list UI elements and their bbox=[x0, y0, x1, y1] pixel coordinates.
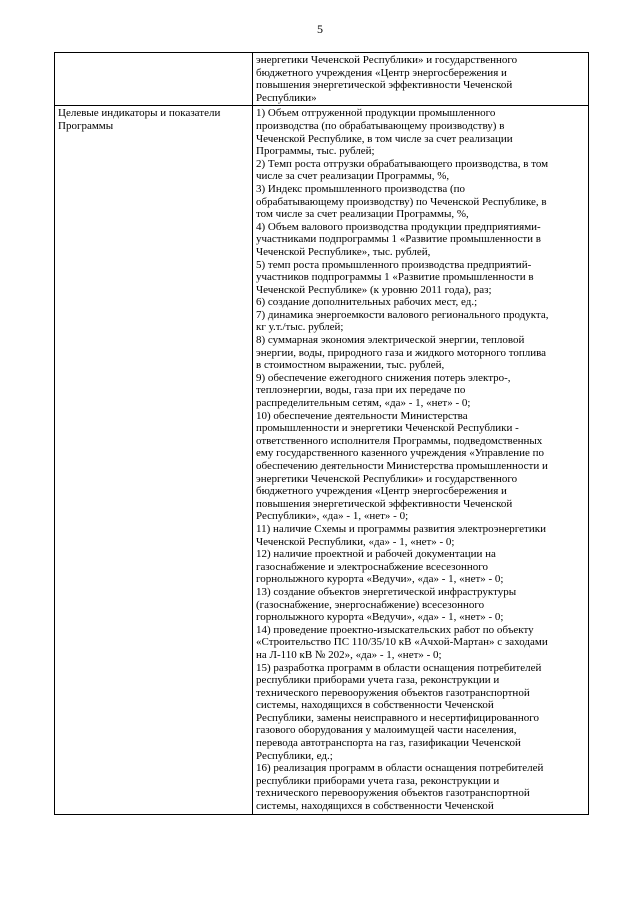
indicator-text-line: числе за счет реализации Программы, %, bbox=[256, 170, 450, 183]
row-label-line: Программы bbox=[58, 119, 114, 132]
indicator-text-line: 6) создание дополнительных рабочих мест, ед.; bbox=[256, 296, 478, 309]
indicator-text-line: 16) реализация программ в области оснащения потребителей bbox=[256, 762, 544, 775]
row-label-line: Целевые индикаторы и показатели bbox=[58, 107, 221, 120]
indicator-text-line: производства (по обрабатывающему производству) в bbox=[256, 119, 505, 132]
cell-text-line: повышения энергетической эффективности Чеченской bbox=[256, 79, 513, 92]
indicator-text-line: энергии, воды, природного газа и жидкого моторного топлива bbox=[256, 346, 547, 359]
indicator-text-line: 7) динамика энергоемкости валового регионального продукта, bbox=[256, 308, 549, 321]
cell-text-line: бюджетного учреждения «Центр энергосбережения и bbox=[256, 66, 507, 79]
indicator-text-line: 14) проведение проектно-изыскательских работ по объекту bbox=[256, 623, 534, 636]
indicator-text-line: распределительным сетям, «да» - 1, «нет» - 0; bbox=[256, 397, 471, 410]
indicator-text-line: республики приборами учета газа, реконструкции и bbox=[256, 674, 500, 687]
indicator-text-line: в стоимостном выражении, тыс. рублей, bbox=[256, 359, 445, 372]
indicator-text-line: том числе за счет реализации Программы, %, bbox=[256, 208, 469, 221]
indicator-text-line: 8) суммарная экономия электрической энергии, тепловой bbox=[256, 334, 525, 347]
indicator-text-line: кг у.т./тыс. рублей; bbox=[256, 321, 344, 334]
indicator-text-line: 9) обеспечение ежегодного снижения потерь электро-, bbox=[256, 371, 511, 384]
indicator-text-line: горнолыжного курорта «Ведучи», «да» - 1, «нет» - 0; bbox=[256, 611, 504, 624]
row1-right-text bbox=[256, 54, 585, 104]
indicator-text-line: промышленности и энергетики Чеченской Республики - bbox=[256, 422, 519, 435]
indicator-text-line: 3) Индекс промышленного производства (по bbox=[256, 182, 465, 195]
indicator-text-line: (газоснабжение, энергоснабжение) всесезонного bbox=[256, 598, 485, 611]
indicator-text-line: технического перевооружения объектов газотранспортной bbox=[256, 686, 530, 699]
indicator-text-line: газового оборудования у малоимущей части населения, bbox=[256, 724, 517, 737]
indicator-text-line: 11) наличие Схемы и программы развития электроэнергетики bbox=[256, 522, 546, 535]
indicator-text-line: 1) Объем отгруженной продукции промышленного bbox=[256, 107, 496, 120]
indicator-text-line: 5) темп роста промышленного производства предприятий- bbox=[256, 258, 532, 271]
indicator-text-line: теплоэнергии, воды, газа при их передаче по bbox=[256, 384, 466, 397]
indicator-text-line: системы, находящихся в собственности Чеченской bbox=[256, 800, 494, 813]
indicator-text-line: технического перевооружения объектов газотранспортной bbox=[256, 787, 530, 800]
indicator-text-line: 13) создание объектов энергетической инфраструктуры bbox=[256, 585, 517, 598]
indicator-text-line: Чеченской Республике, в том числе за счет реализации bbox=[256, 132, 513, 145]
indicator-text-line: 12) наличие проектной и рабочей документации на bbox=[256, 548, 496, 561]
indicator-text-line: Чеченской Республики, «да» - 1, «нет» - 0; bbox=[256, 535, 455, 548]
indicator-text-line: системы, находящихся в собственности Чеченской bbox=[256, 699, 494, 712]
page-number: 5 bbox=[317, 22, 323, 36]
row1-left-cell bbox=[55, 53, 253, 106]
indicator-text-line: участников подпрограммы 1 «Развитие промышленности в bbox=[256, 271, 534, 284]
indicator-text-line: Республики, ед.; bbox=[256, 749, 333, 762]
indicator-text-line: участниками подпрограммы 1 «Развитие промышленности в bbox=[256, 233, 541, 246]
indicator-text-line: 2) Темп роста отгрузки обрабатывающего производства, в том bbox=[256, 157, 549, 170]
indicator-text-line: «Строительство ПС 110/35/10 кВ «Ачхой-Мартан» с заходами bbox=[256, 636, 548, 649]
indicator-text-line: Программы, тыс. рублей; bbox=[256, 145, 375, 158]
indicator-text-line: перевода автотранспорта на газ, газификации Чеченской bbox=[256, 737, 521, 750]
program-passport-table bbox=[54, 52, 589, 815]
indicator-text-line: горнолыжного курорта «Ведучи», «да» - 1, «нет» - 0; bbox=[256, 573, 504, 586]
indicator-text-line: ответственного исполнителя Программы, подведомственных bbox=[256, 434, 543, 447]
indicator-text-line: повышения энергетической эффективности Чеченской bbox=[256, 497, 513, 510]
indicator-text-line: бюджетного учреждения «Центр энергосбережения и bbox=[256, 485, 507, 498]
cell-text-line: Республики» bbox=[256, 91, 317, 104]
indicator-text-line: энергетики Чеченской Республики» и государственного bbox=[256, 472, 518, 485]
indicator-text-line: Чеченской Республике», тыс. рублей, bbox=[256, 245, 431, 258]
row2-right-text bbox=[256, 107, 585, 812]
indicator-text-line: Республики», «да» - 1, «нет» - 0; bbox=[256, 510, 409, 523]
table-row-target-indicators bbox=[55, 106, 589, 814]
indicator-text-line: обеспечению деятельности Министерства промышленности и bbox=[256, 460, 548, 472]
indicator-text-line: на Л-110 кВ № 202», «да» - 1, «нет» - 0; bbox=[256, 648, 442, 661]
row1-right-cell bbox=[253, 53, 589, 106]
indicator-text-line: ему государственного казенного учреждения «Управление по bbox=[256, 447, 545, 460]
indicator-text-line: 10) обеспечение деятельности Министерства bbox=[256, 409, 468, 422]
indicator-text-line: республики приборами учета газа, реконструкции и bbox=[256, 774, 500, 787]
row2-left-text bbox=[58, 107, 249, 132]
row2-right-cell bbox=[253, 106, 589, 814]
indicator-text-line: 4) Объем валового производства продукции предприятиями- bbox=[256, 220, 541, 233]
cell-text-line: энергетики Чеченской Республики» и государственного bbox=[256, 54, 518, 66]
table-row-continuation bbox=[55, 53, 589, 106]
indicator-text-line: газоснабжение и электроснабжение всесезонного bbox=[256, 560, 488, 573]
indicator-text-line: Республики, замены неисправного и несертифицированного bbox=[256, 711, 540, 724]
indicator-text-line: 15) разработка программ в области оснащения потребителей bbox=[256, 661, 542, 674]
row2-left-cell bbox=[55, 106, 253, 814]
indicator-text-line: обрабатывающему производству) по Чеченской Республике, в bbox=[256, 195, 547, 208]
indicator-text-line: Чеченской Республике» (к уровню 2011 года), раз; bbox=[256, 283, 492, 296]
